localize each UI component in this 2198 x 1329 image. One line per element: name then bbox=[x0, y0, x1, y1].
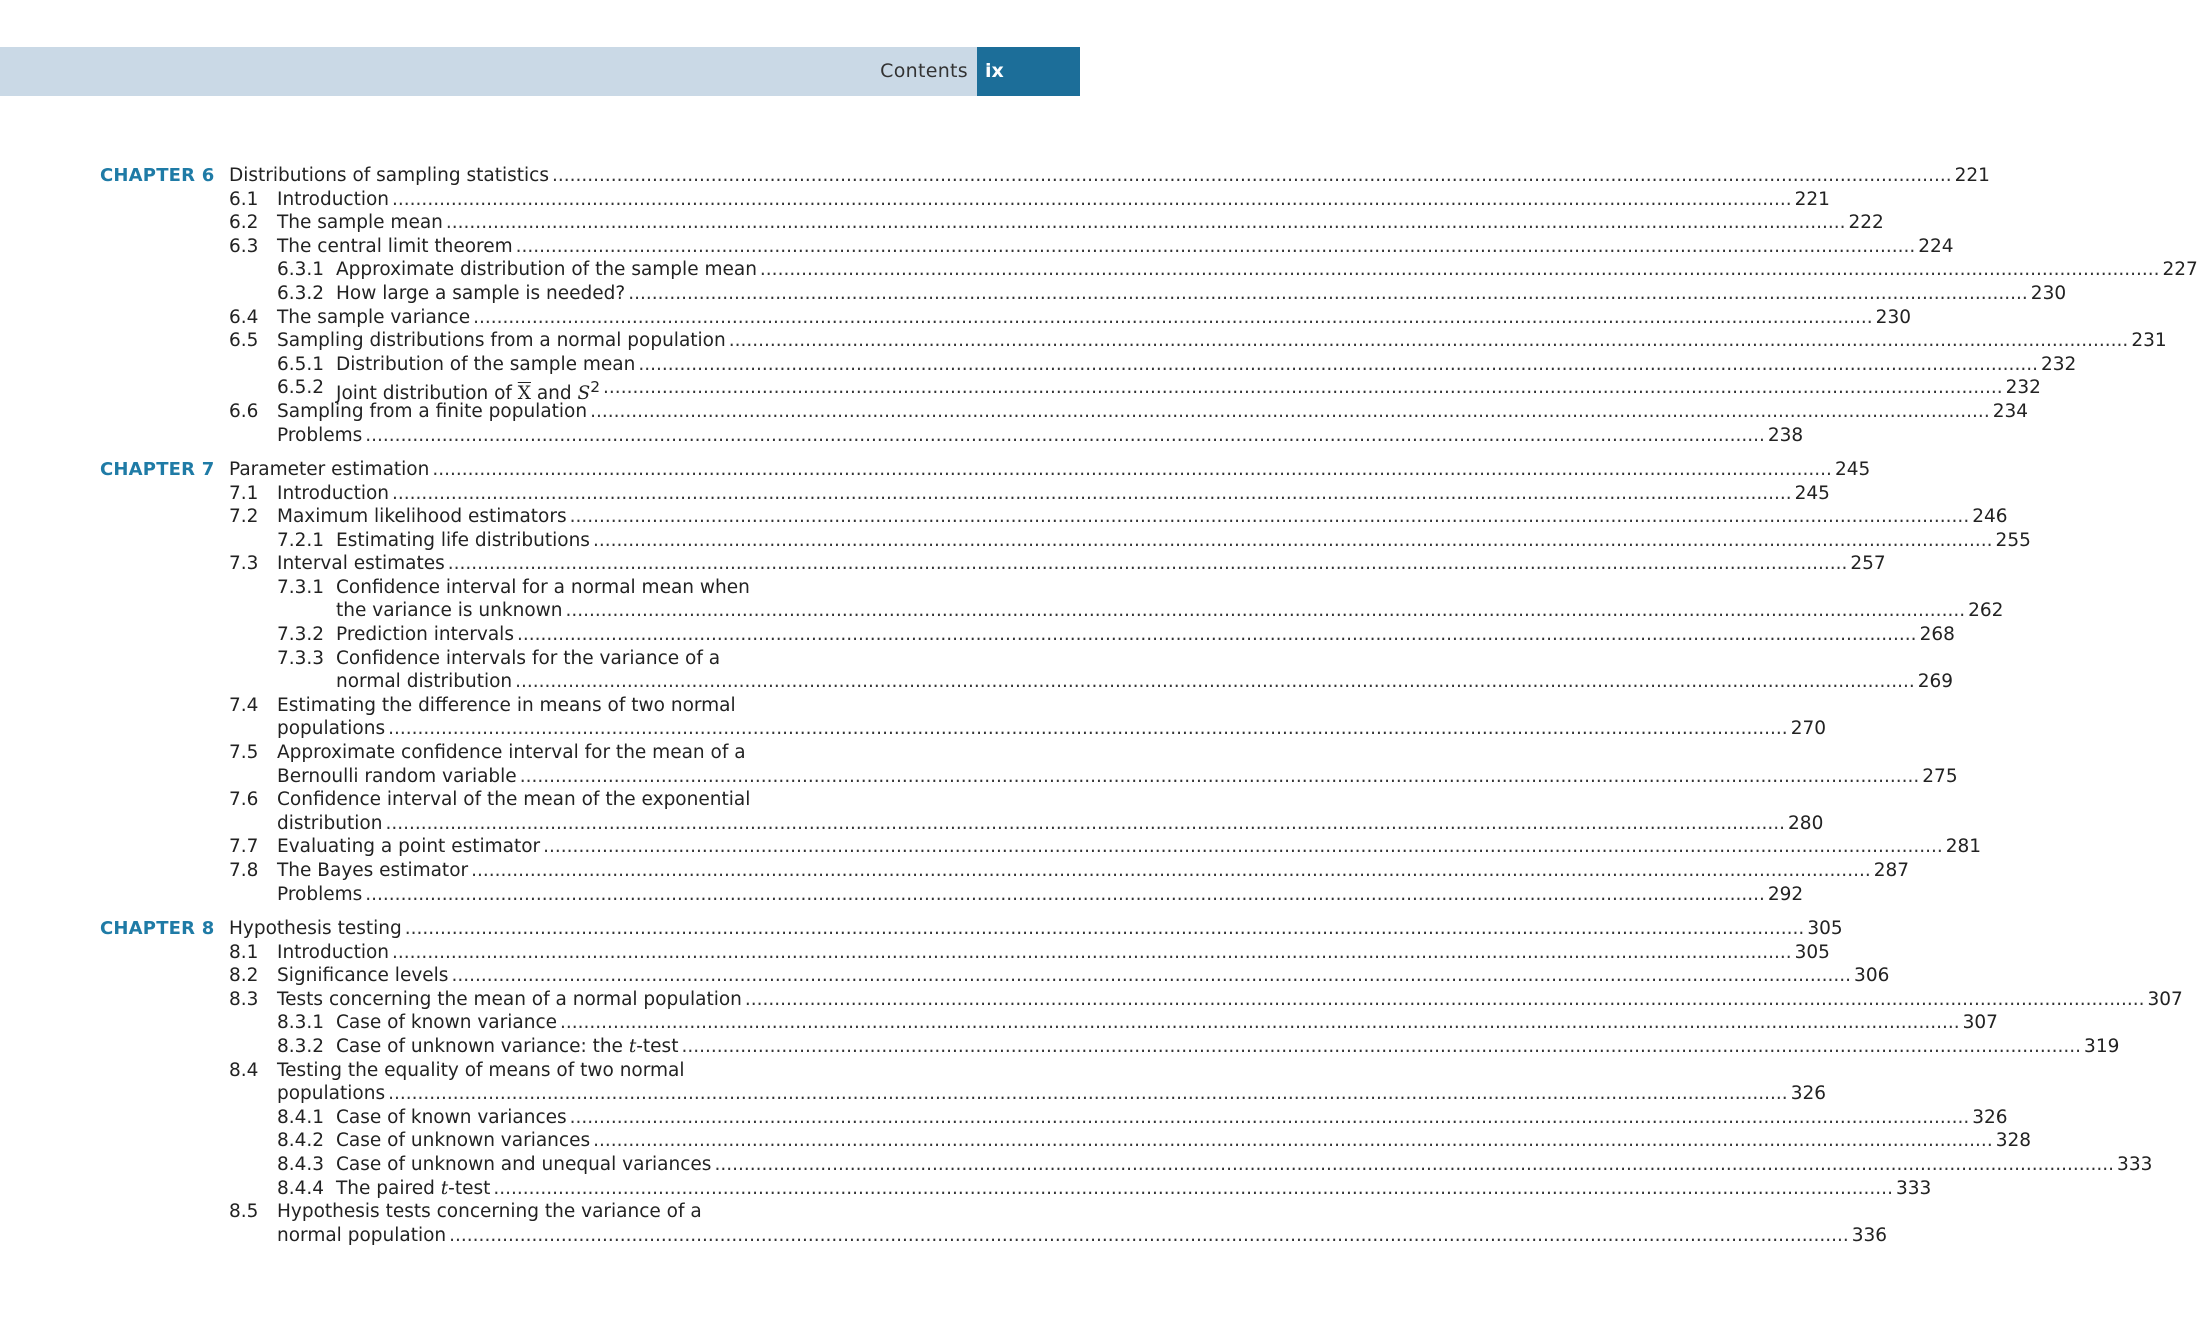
dot-leader bbox=[385, 812, 1785, 836]
dot-leader bbox=[745, 988, 2145, 1012]
entry-number: 7.3.3 bbox=[277, 647, 325, 669]
section-row bbox=[100, 329, 2167, 353]
section-row bbox=[100, 1200, 770, 1224]
chapter-title: Parameter estimation bbox=[229, 458, 430, 480]
entry-page: 292 bbox=[1767, 883, 1804, 905]
entry-title-line bbox=[336, 1011, 1998, 1035]
subsection-row bbox=[100, 1035, 2120, 1059]
section-row bbox=[100, 741, 770, 765]
entry-title-line bbox=[277, 400, 2029, 424]
entry-title-line bbox=[277, 765, 1958, 789]
subsection-row bbox=[100, 282, 2067, 306]
entry-title: Case of unknown and unequal variances bbox=[336, 1153, 712, 1175]
math-t: t bbox=[628, 1035, 637, 1057]
section-row bbox=[100, 883, 1804, 907]
entry-title: Confidence interval of the mean of the exponential bbox=[277, 789, 751, 811]
entry-title-line bbox=[277, 741, 770, 765]
section-row bbox=[100, 552, 1886, 576]
entry-title-line bbox=[336, 623, 1955, 647]
entry-number: 8.4.2 bbox=[277, 1130, 325, 1152]
entry-title-line bbox=[336, 258, 2198, 282]
section-row bbox=[100, 859, 1910, 883]
entry-title-line bbox=[277, 717, 1826, 741]
section-row bbox=[100, 424, 1804, 448]
table-of-contents bbox=[100, 164, 2198, 1258]
entry-title-line bbox=[277, 788, 770, 812]
dot-leader bbox=[520, 765, 1920, 789]
chapter-page: 245 bbox=[1834, 458, 1871, 480]
entry-title: Approximate distribution of the sample mean bbox=[336, 259, 757, 281]
chapter-title-entry bbox=[229, 458, 1871, 482]
entry-number: 6.2 bbox=[229, 212, 259, 234]
subsection-row bbox=[100, 623, 1955, 647]
entry-number: 7.3.1 bbox=[277, 576, 325, 598]
entry-title-continued: distribution bbox=[277, 812, 383, 834]
entry-title: The sample mean bbox=[277, 212, 443, 234]
entry-title-line bbox=[336, 1153, 2153, 1177]
section-row bbox=[100, 211, 1884, 235]
entry-title-line bbox=[336, 1035, 2120, 1059]
entry-number: 6.6 bbox=[229, 400, 259, 422]
entry-page: 336 bbox=[1851, 1224, 1888, 1246]
dot-leader bbox=[566, 599, 1966, 623]
entry-title-line bbox=[336, 1177, 1932, 1201]
entry-title: Introduction bbox=[277, 188, 390, 210]
subsection-row bbox=[100, 1153, 2153, 1177]
entry-title: The sample variance bbox=[277, 306, 471, 328]
entry-title: Case of unknown variances bbox=[336, 1130, 591, 1152]
entry-page: 326 bbox=[1972, 1106, 2008, 1128]
section-row bbox=[100, 400, 2029, 424]
entry-number: 6.3.1 bbox=[277, 259, 325, 281]
dot-leader bbox=[448, 552, 1848, 576]
dot-leader bbox=[365, 424, 1765, 448]
entry-number: 8.5 bbox=[229, 1201, 259, 1223]
chapter-block bbox=[100, 164, 2198, 447]
entry-number: 7.7 bbox=[229, 836, 259, 858]
chapter-block bbox=[100, 458, 2031, 906]
entry-page: 232 bbox=[2005, 377, 2041, 399]
subsection-row bbox=[100, 376, 2041, 405]
entry-title: Problems bbox=[277, 883, 363, 905]
dot-leader bbox=[590, 400, 1990, 424]
dot-leader bbox=[681, 1035, 2081, 1059]
running-header bbox=[0, 47, 1080, 96]
entry-number: 6.5.1 bbox=[277, 353, 325, 375]
subsection-row bbox=[100, 353, 2077, 377]
dot-leader bbox=[388, 717, 1788, 741]
entry-number: 7.3.2 bbox=[277, 624, 325, 646]
entry-number: 7.4 bbox=[229, 694, 259, 716]
section-row bbox=[100, 482, 1830, 506]
dot-leader bbox=[405, 917, 1805, 941]
entry-title-line bbox=[277, 859, 1910, 883]
dot-leader bbox=[471, 859, 1871, 883]
section-row bbox=[100, 306, 1911, 330]
entry-title-line bbox=[336, 353, 2077, 377]
entry-number: 7.1 bbox=[229, 482, 259, 504]
entry-page: 326 bbox=[1790, 1083, 1826, 1105]
entry-title-line bbox=[277, 964, 1890, 988]
entry-page: 245 bbox=[1794, 482, 1830, 504]
dot-leader bbox=[729, 329, 2129, 353]
entry-page: 305 bbox=[1794, 941, 1830, 963]
entry-title: Approximate confidence interval for the mean of a bbox=[277, 742, 746, 764]
entry-title-line bbox=[277, 505, 2008, 529]
dot-leader bbox=[392, 482, 1792, 506]
entry-page: 257 bbox=[1850, 553, 1886, 575]
math-t: t bbox=[440, 1177, 449, 1199]
entry-title-line bbox=[277, 306, 1911, 330]
dot-leader bbox=[365, 883, 1765, 907]
math-s: S bbox=[577, 383, 591, 405]
entry-title-line bbox=[277, 988, 2183, 1012]
section-row bbox=[100, 1059, 770, 1083]
entry-title: Evaluating a point estimator bbox=[277, 836, 541, 858]
entry-title-line bbox=[336, 647, 770, 671]
title-text: and bbox=[530, 383, 578, 405]
entry-title: Hypothesis tests concerning the variance of a bbox=[277, 1201, 702, 1223]
entry-page: 281 bbox=[1945, 836, 1982, 858]
dot-leader bbox=[516, 235, 1916, 259]
entry-page: 270 bbox=[1790, 718, 1826, 740]
entry-page: 231 bbox=[2131, 330, 2167, 352]
entry-page: 269 bbox=[1917, 671, 1954, 693]
subsection-row bbox=[100, 1129, 2032, 1153]
dot-leader bbox=[570, 1106, 1970, 1130]
entry-number: 7.3 bbox=[229, 553, 259, 575]
entry-number: 7.2 bbox=[229, 506, 259, 528]
entry-title-continued: populations bbox=[277, 718, 386, 740]
dot-leader bbox=[473, 306, 1873, 330]
entry-number: 7.6 bbox=[229, 789, 259, 811]
entry-title: Introduction bbox=[277, 482, 390, 504]
entry-continuation-row bbox=[100, 812, 1824, 836]
entry-title-line bbox=[277, 1200, 770, 1224]
entry-title: Problems bbox=[277, 424, 363, 446]
entry-number: 8.3.1 bbox=[277, 1012, 325, 1034]
chapter-heading-row bbox=[100, 458, 1871, 482]
chapter-label: CHAPTER 8 bbox=[100, 918, 215, 939]
entry-continuation-row bbox=[100, 670, 1954, 694]
entry-number: 7.8 bbox=[229, 860, 259, 882]
entry-title-line bbox=[336, 282, 2067, 306]
entry-number: 8.4.4 bbox=[277, 1177, 325, 1199]
dot-leader bbox=[515, 670, 1915, 694]
section-row bbox=[100, 235, 1954, 259]
entry-title: Interval estimates bbox=[277, 553, 445, 575]
entry-title-line bbox=[336, 670, 1954, 694]
entry-title: Maximum likelihood estimators bbox=[277, 506, 567, 528]
entry-title-line bbox=[277, 235, 1954, 259]
entry-continuation-row bbox=[100, 1224, 1888, 1248]
section-row bbox=[100, 788, 770, 812]
entry-page: 333 bbox=[2117, 1153, 2153, 1175]
entry-page: 262 bbox=[1968, 600, 2004, 622]
title-text: -test bbox=[448, 1177, 491, 1199]
entry-title-continued: populations bbox=[277, 1083, 386, 1105]
subsection-row bbox=[100, 1011, 1998, 1035]
entry-title: The Bayes estimator bbox=[277, 860, 469, 882]
entry-title: Tests concerning the mean of a normal population bbox=[277, 988, 742, 1010]
entry-title: Confidence intervals for the variance of a bbox=[336, 647, 721, 669]
entry-title-line bbox=[277, 188, 1830, 212]
entry-title-line bbox=[277, 835, 1982, 859]
entry-title-line bbox=[277, 1082, 1826, 1106]
entry-page: 222 bbox=[1848, 212, 1884, 234]
entry-number: 6.4 bbox=[229, 306, 259, 328]
entry-continuation-row bbox=[100, 599, 2004, 623]
entry-title: Confidence interval for a normal mean when bbox=[336, 576, 750, 598]
running-header-label: Contents bbox=[880, 60, 968, 82]
entry-number: 8.4 bbox=[229, 1059, 259, 1081]
entry-page: 227 bbox=[2162, 259, 2198, 281]
entry-title: The central limit theorem bbox=[277, 235, 513, 257]
entry-continuation-row bbox=[100, 1082, 1826, 1106]
entry-title-line bbox=[336, 1129, 2032, 1153]
entry-title-line bbox=[277, 424, 1804, 448]
subsection-row bbox=[100, 1177, 1932, 1201]
entry-number: 8.4.1 bbox=[277, 1106, 325, 1128]
entry-title: Estimating the difference in means of two normal bbox=[277, 694, 736, 716]
entry-title: Case of known variance bbox=[336, 1012, 558, 1034]
section-row bbox=[100, 505, 2008, 529]
chapter-label: CHAPTER 7 bbox=[100, 458, 215, 480]
chapter-title: Hypothesis testing bbox=[229, 918, 402, 939]
dot-leader bbox=[451, 964, 1851, 988]
dot-leader bbox=[628, 282, 2028, 306]
chapter-title-entry bbox=[229, 917, 1843, 941]
entry-page: 232 bbox=[2040, 353, 2077, 375]
entry-title bbox=[336, 1035, 678, 1059]
entry-title-line bbox=[277, 329, 2167, 353]
entry-title-line bbox=[277, 694, 770, 718]
entry-page: 307 bbox=[1962, 1012, 1998, 1034]
chapter-heading-row bbox=[100, 164, 1990, 188]
entry-title-line bbox=[277, 211, 1884, 235]
entry-page: 224 bbox=[1918, 235, 1954, 257]
subsection-row bbox=[100, 1106, 2008, 1130]
entry-title-line bbox=[336, 576, 770, 600]
dot-leader bbox=[593, 1129, 1993, 1153]
dot-leader bbox=[446, 211, 1846, 235]
entry-page: 333 bbox=[1895, 1177, 1932, 1199]
entry-number: 8.2 bbox=[229, 965, 259, 987]
entry-title: Sampling from a finite population bbox=[277, 400, 588, 422]
entry-title-line bbox=[277, 812, 1824, 836]
entry-page: 246 bbox=[1972, 506, 2008, 528]
section-row bbox=[100, 188, 1830, 212]
entry-title-line bbox=[277, 941, 1830, 965]
entry-title: Introduction bbox=[277, 941, 390, 963]
entry-number: 8.3 bbox=[229, 988, 259, 1010]
entry-page: 275 bbox=[1922, 765, 1958, 787]
title-text: The paired bbox=[336, 1177, 441, 1199]
entry-page: 306 bbox=[1854, 965, 1890, 987]
page-number-tab bbox=[977, 47, 1080, 96]
entry-number: 8.3.2 bbox=[277, 1035, 325, 1057]
entry-title-line bbox=[336, 599, 2004, 623]
entry-title-continued: normal population bbox=[277, 1224, 447, 1246]
entry-number: 8.4.3 bbox=[277, 1153, 325, 1175]
entry-number: 6.3.2 bbox=[277, 282, 325, 304]
entry-title-line bbox=[277, 883, 1804, 907]
entry-page: 238 bbox=[1767, 424, 1804, 446]
math-xbar: $\overline{X}$ bbox=[517, 383, 531, 405]
section-row bbox=[100, 964, 1890, 988]
entry-title: Case of known variances bbox=[336, 1106, 567, 1128]
math-superscript: 2 bbox=[590, 378, 601, 397]
section-row bbox=[100, 941, 1830, 965]
subsection-row bbox=[100, 647, 770, 671]
dot-leader bbox=[760, 258, 2160, 282]
entry-number: 8.1 bbox=[229, 941, 259, 963]
entry-number: 7.2.1 bbox=[277, 529, 325, 551]
entry-continuation-row bbox=[100, 717, 1826, 741]
section-row bbox=[100, 835, 1982, 859]
entry-page: 319 bbox=[2084, 1035, 2120, 1057]
chapter-title: Distributions of sampling statistics bbox=[229, 165, 549, 186]
dot-leader bbox=[543, 835, 1943, 859]
title-text: Case of unknown variance: the bbox=[336, 1035, 629, 1057]
entry-page: 268 bbox=[1919, 624, 1955, 646]
entry-page: 230 bbox=[1875, 306, 1911, 328]
entry-number: 7.5 bbox=[229, 742, 259, 764]
entry-title: Estimating life distributions bbox=[336, 529, 590, 551]
entry-number: 6.1 bbox=[229, 188, 259, 210]
dot-leader bbox=[593, 529, 1993, 553]
chapter-page: 305 bbox=[1807, 918, 1843, 939]
entry-title bbox=[336, 1177, 490, 1201]
entry-page: 328 bbox=[1995, 1130, 2032, 1152]
entry-title-line bbox=[336, 529, 2031, 553]
chapter-title-entry bbox=[229, 164, 1990, 188]
dot-leader bbox=[552, 164, 1952, 188]
entry-title-continued: the variance is unknown bbox=[336, 600, 563, 622]
subsection-row bbox=[100, 576, 770, 600]
section-row bbox=[100, 988, 2183, 1012]
subsection-row bbox=[100, 529, 2031, 553]
entry-title: Testing the equality of means of two normal bbox=[277, 1059, 685, 1081]
entry-page: 255 bbox=[1995, 529, 2031, 551]
page-number: ix bbox=[985, 60, 1004, 82]
dot-leader bbox=[392, 941, 1792, 965]
entry-title: Sampling distributions from a normal population bbox=[277, 330, 726, 352]
entry-title: How large a sample is needed? bbox=[336, 282, 626, 304]
entry-number: 6.5.2 bbox=[277, 377, 325, 399]
dot-leader bbox=[449, 1224, 1849, 1248]
entry-title-line bbox=[277, 1059, 770, 1083]
chapter-block bbox=[100, 917, 2183, 1247]
dot-leader bbox=[388, 1082, 1788, 1106]
entry-title: Prediction intervals bbox=[336, 624, 514, 646]
dot-leader bbox=[432, 458, 1832, 482]
dot-leader bbox=[517, 623, 1917, 647]
dot-leader bbox=[714, 1153, 2114, 1177]
title-text: -test bbox=[636, 1035, 679, 1057]
chapter-page: 221 bbox=[1954, 165, 1990, 186]
entry-number: 6.3 bbox=[229, 235, 259, 257]
entry-page: 287 bbox=[1873, 860, 1910, 882]
entry-page: 221 bbox=[1794, 188, 1830, 210]
entry-page: 234 bbox=[1992, 400, 2029, 422]
entry-continuation-row bbox=[100, 765, 1958, 789]
entry-title-line bbox=[336, 1106, 2008, 1130]
chapter-heading-row bbox=[100, 917, 1843, 941]
dot-leader bbox=[638, 353, 2038, 377]
entry-number: 6.5 bbox=[229, 330, 259, 352]
entry-page: 280 bbox=[1788, 812, 1824, 834]
entry-title-continued: normal distribution bbox=[336, 671, 513, 693]
dot-leader bbox=[560, 1011, 1960, 1035]
subsection-row bbox=[100, 258, 2198, 282]
title-text: Joint distribution of bbox=[336, 383, 518, 405]
section-row bbox=[100, 694, 770, 718]
entry-page: 230 bbox=[2030, 282, 2067, 304]
entry-title-continued: Bernoulli random variable bbox=[277, 765, 517, 787]
dot-leader bbox=[570, 505, 1970, 529]
entry-title-line bbox=[277, 552, 1886, 576]
entry-title-line bbox=[277, 482, 1830, 506]
entry-title: Significance levels bbox=[277, 965, 449, 987]
entry-title-line bbox=[277, 1224, 1888, 1248]
dot-leader bbox=[392, 188, 1792, 212]
entry-title: Distribution of the sample mean bbox=[336, 353, 636, 375]
entry-page: 307 bbox=[2147, 988, 2183, 1010]
dot-leader bbox=[493, 1177, 1893, 1201]
chapter-label: CHAPTER 6 bbox=[100, 165, 215, 186]
